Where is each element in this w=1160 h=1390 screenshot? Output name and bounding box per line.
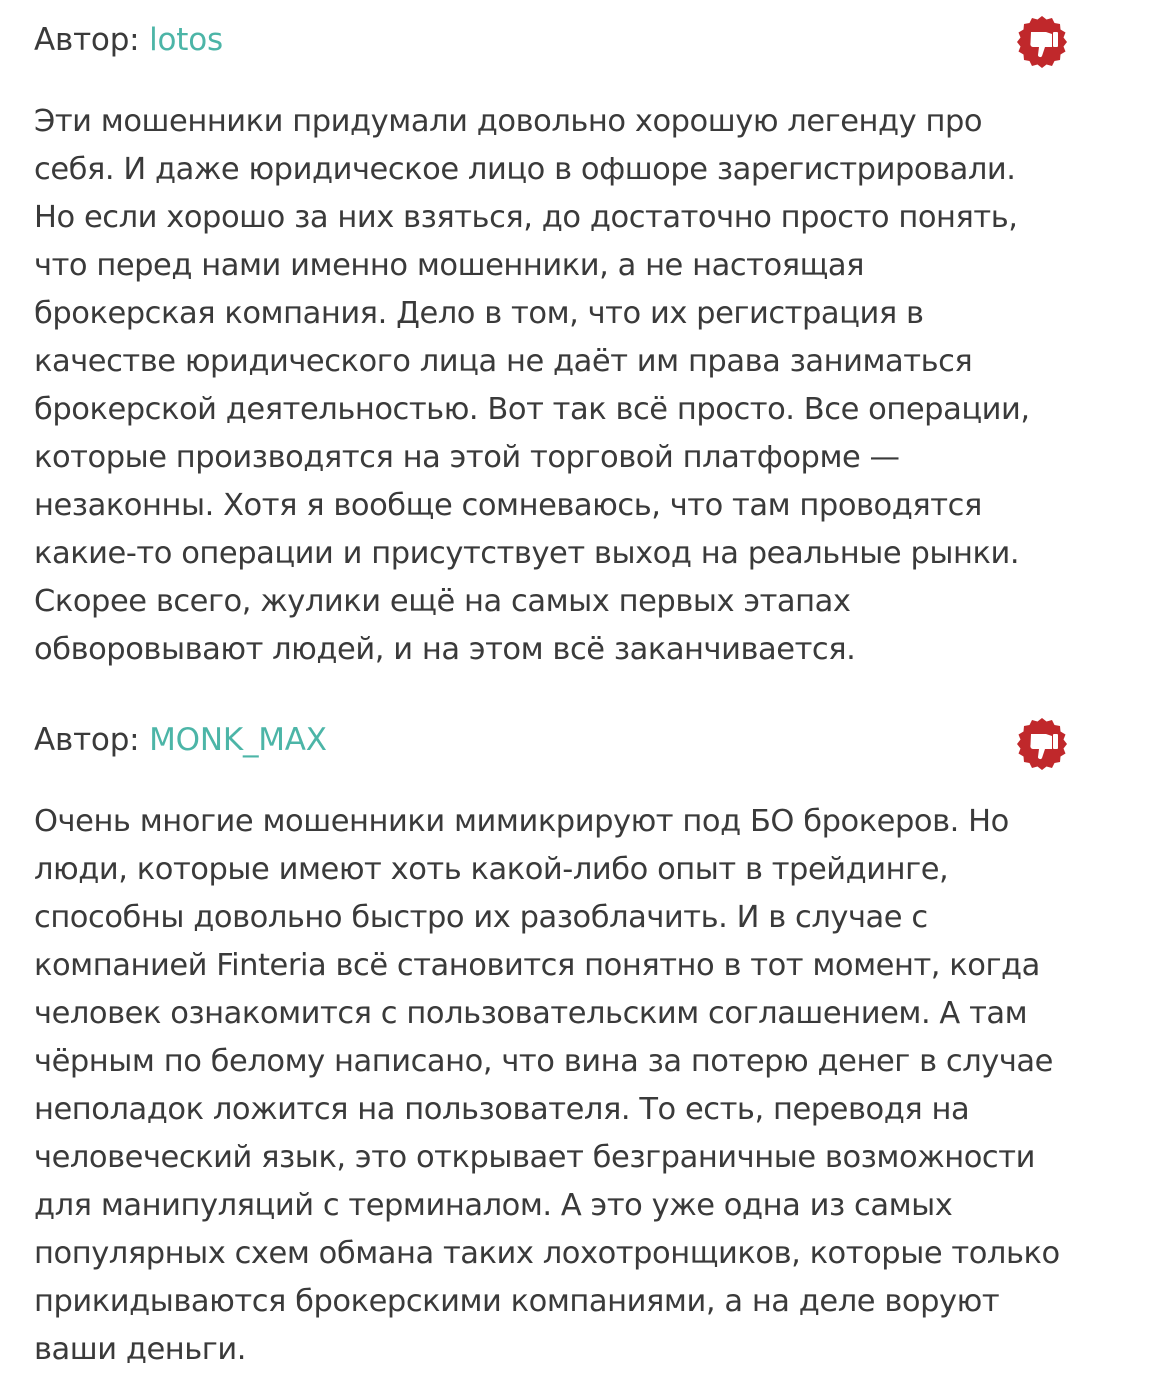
thumbs-down-icon [1012,14,1072,74]
author-label: Автор: [34,22,140,58]
thumbs-down-icon [1012,716,1072,776]
review-card [34,0,1126,674]
review-author-line [34,20,1126,60]
review-author-line [34,720,1126,760]
author-link[interactable]: lotos [149,22,223,58]
review-card [34,674,1126,1374]
author-label: Автор: [34,722,140,758]
review-text: Очень многие мошенники мимикрируют под БО брокеров. Но люди, которые имеют хоть какой-либо опыт в трейдинге, способны довольно быстро их разоблачить. И в случае с компанией Finteria всё становится понятно в тот момент, когда человек ознакомится с пользовательским соглашением. А там чёрным по белому написано, что вина за потерю денег в случае неполадок ложится на пользователя. То есть, переводя на человеческий язык, это открывает безграничные возможности для манипуляций с терминалом. А это уже одна из самых популярных схем обмана таких лохотронщиков, которые только прикидываются брокерскими компаниями, а на деле воруют ваши деньги. [34,804,1060,1367]
review-text: Эти мошенники придумали довольно хорошую легенду про себя. И даже юридическое лицо в офшоре зарегистрировали. Но если хорошо за них взяться, до достаточно просто понять, что перед нами именно мошенники, а не настоящая брокерская компания. Дело в том, что их регистрация в качестве юридического лица не даёт им права заниматься брокерской деятельностью. Вот так всё просто. Все операции, которые производятся на этой торговой платформе — незаконны. Хотя я вообще сомневаюсь, что там проводятся какие-то операции и присутствует выход на реальные рынки. Скорее всего, жулики ещё на самых первых этапах обворовывают людей, и на этом всё заканчивается. [34,104,1030,667]
author-link[interactable]: MONK_MAX [149,722,327,758]
